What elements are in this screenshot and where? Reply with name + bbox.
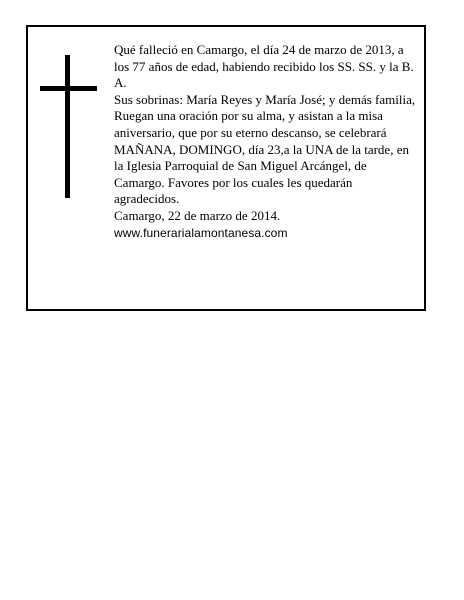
- date-line: Camargo, 22 de marzo de 2014.: [114, 207, 281, 223]
- notice-text: [114, 42, 420, 241]
- cross-icon: [40, 55, 97, 198]
- family-line: Sus sobrinas: María Reyes y María José; y demás familia,: [114, 91, 416, 107]
- obituary-notice: [26, 25, 426, 311]
- death-announcement: Qué falleció en Camargo, el día 24 de marzo de 2013, a los 77 años de edad, habiendo recibido los SS. SS. y la B. A.: [114, 42, 414, 91]
- cross-horizontal-bar: [40, 86, 97, 91]
- cross-vertical-bar: [65, 55, 70, 198]
- mass-invitation: Ruegan una oración por su alma, y asistan a la misa aniversario, que por su eterno descanso, se celebrará MAÑANA, DOMINGO, día 23,a la UNA de la tarde, en la Iglesia Parroquial de San Miguel Arcángel, de Camargo. Favores por los cuales les quedarán agradecidos.: [114, 108, 409, 207]
- website-link[interactable]: www.funerarialamontanesa.com: [114, 225, 288, 240]
